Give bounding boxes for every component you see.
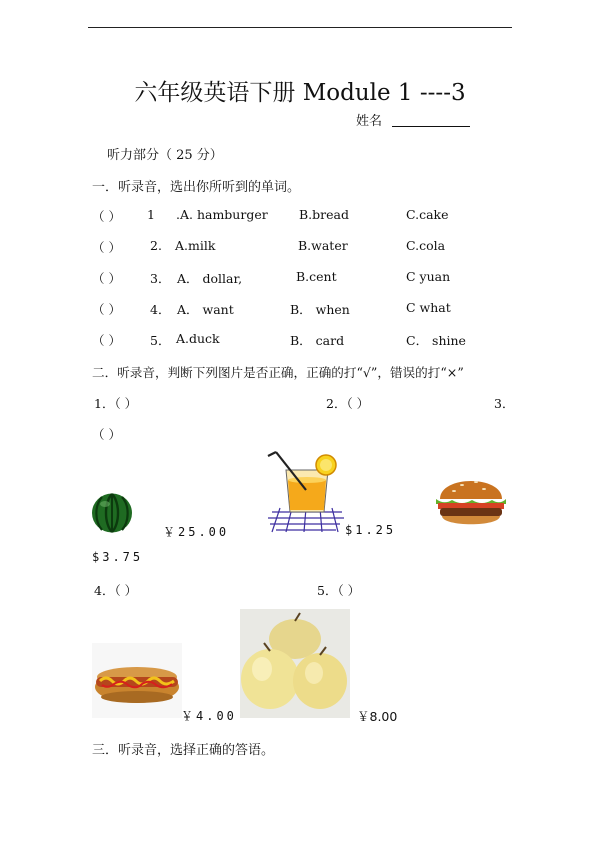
option-c: C what xyxy=(406,300,451,315)
name-field-line[interactable] xyxy=(392,126,470,127)
part2-q3-number: 3． xyxy=(494,396,515,411)
question-number: 4． xyxy=(150,302,171,317)
part2-q3-paren[interactable]: （ ） xyxy=(92,427,121,442)
option-b: B.water xyxy=(298,238,348,253)
part2-q1[interactable]: 1．（ ） xyxy=(94,396,138,411)
part2-q2[interactable]: 2．（ ） xyxy=(326,396,370,411)
hotdog-picture xyxy=(92,643,182,718)
option-a: A． want xyxy=(177,302,234,317)
option-a: .A. hamburger xyxy=(176,207,268,222)
part2-q5[interactable]: 5．（ ） xyxy=(317,583,361,598)
option-b: B． when xyxy=(290,302,350,317)
juice-picture xyxy=(266,450,346,535)
answer-paren[interactable]: （ ） xyxy=(92,209,121,224)
page-title: 六年级英语下册 Module 1 ----3 xyxy=(134,80,466,106)
answer-paren[interactable]: （ ） xyxy=(92,333,121,348)
answer-paren[interactable]: （ ） xyxy=(92,302,121,317)
pears-picture xyxy=(240,609,350,718)
question-number: 1 xyxy=(147,207,155,222)
price-juice: $1.25 xyxy=(345,523,397,537)
price-watermelon: ￥25.00 xyxy=(163,525,230,539)
option-a: A.duck xyxy=(176,331,220,346)
option-c: C yuan xyxy=(406,269,451,284)
part3-heading: 三．听录音，选择正确的答语。 xyxy=(92,743,275,758)
price-hotdog: ￥4.00 xyxy=(181,709,237,723)
hamburger-picture xyxy=(432,469,510,535)
part2-heading: 二．听录音，判断下列图片是否正确，正确的打“√”，错误的打“×” xyxy=(92,365,464,380)
price-pears: ￥8.00 xyxy=(357,709,398,724)
name-label: 姓名 xyxy=(356,114,383,129)
question-number: 3． xyxy=(150,271,171,286)
part1-heading: 一．听录音，选出你所听到的单词。 xyxy=(92,180,301,195)
watermelon-picture xyxy=(90,492,134,534)
price-hamburger: $3.75 xyxy=(92,550,144,564)
option-b: B.bread xyxy=(299,207,349,222)
option-a: A． dollar, xyxy=(177,271,243,286)
option-a: A.milk xyxy=(175,238,216,253)
option-b: B.cent xyxy=(296,269,337,284)
answer-paren[interactable]: （ ） xyxy=(92,240,121,255)
answer-paren[interactable]: （ ） xyxy=(92,271,121,286)
part2-q4[interactable]: 4．（ ） xyxy=(94,583,138,598)
option-c: C.cake xyxy=(406,207,449,222)
question-number: 2. xyxy=(150,238,162,253)
top-rule xyxy=(88,27,512,28)
option-c: C． shine xyxy=(406,333,466,348)
option-c: C.cola xyxy=(406,238,446,253)
section-listening: 听力部分（ 25 分） xyxy=(107,148,223,163)
question-number: 5． xyxy=(150,333,171,348)
option-b: B． card xyxy=(290,333,345,348)
